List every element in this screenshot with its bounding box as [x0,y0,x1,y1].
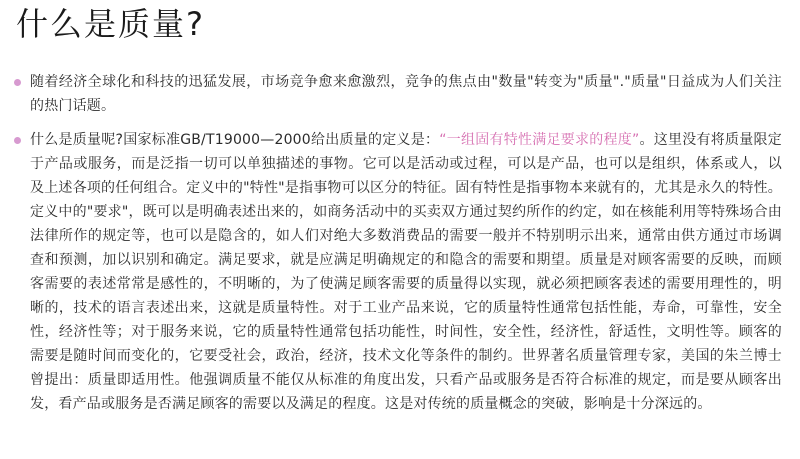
bullet-text-after: 。这里没有将质量限定于产品或服务，而是泛指一切可以单独描述的事物。它可以是活动或过程，可以是产品，也可以是组织，体系或人，以及上述各项的任何组合。定义中的"特性"是指事物可以区分的特征。固有特性是指事物本来就有的，尤其是永久的特性。定义中的"要求"，既可以是明确表述出来的，如商务活动中的买卖双方通过契约所作的约定，如在核能利用等特殊场合由法律所作的规定等，也可以是隐含的，如人们对绝大多数消费品的需要一般并不特别明示出来，通常由供方通过市场调查和预测，加以识别和确定。满足要求，就是应满足明确规定的和隐含的需要和期望。质量是对顾客需要的反映，而顾客需要的表述常常是感性的，不明晰的，为了使满足顾客需要的质量得以实现，就必须把顾客表述的需要用理性的，明晰的，技术的语言表述出来，这就是质量特性。对于工业产品来说，它的质量特性通常包括性能，寿命，可靠性，安全性，经济性等；对于服务来说，它的质量特性通常包括功能性，时间性，安全性，经济性，舒适性，文明性等。顾客的需要是随时间而变化的，它要受社会，政治，经济，技术文化等条件的制约。世界著名质量管理专家，美国的朱兰博士曾提出：质量即适用性。他强调质量不能仅从标准的角度出发，只看产品或服务是否符合标准的规定，而是要从顾客出发，看产品或服务是否满足顾客的需要以及满足的程度。这是对传统的质量概念的突破，影响是十分深远的。 [30,132,782,412]
bullet-list [12,70,782,416]
bullet-text: 随着经济全球化和科技的迅猛发展，市场竞争愈来愈激烈，竞争的焦点由"数量"转变为"质量"."质量"日益成为人们关注的热门话题。 [30,74,782,114]
bullet-item-globalization [12,70,782,118]
quality-definition-highlight: “一组固有特性满足要求的程度” [439,132,640,148]
bullet-dot-icon [14,79,21,86]
bullet-text-before: 什么是质量呢?国家标准GB/T19000—2000给出质量的定义是： [30,132,440,148]
bullet-item-quality-definition [12,128,782,416]
slide-title: 什么是质量? [16,5,205,43]
bullet-dot-icon [14,137,21,144]
